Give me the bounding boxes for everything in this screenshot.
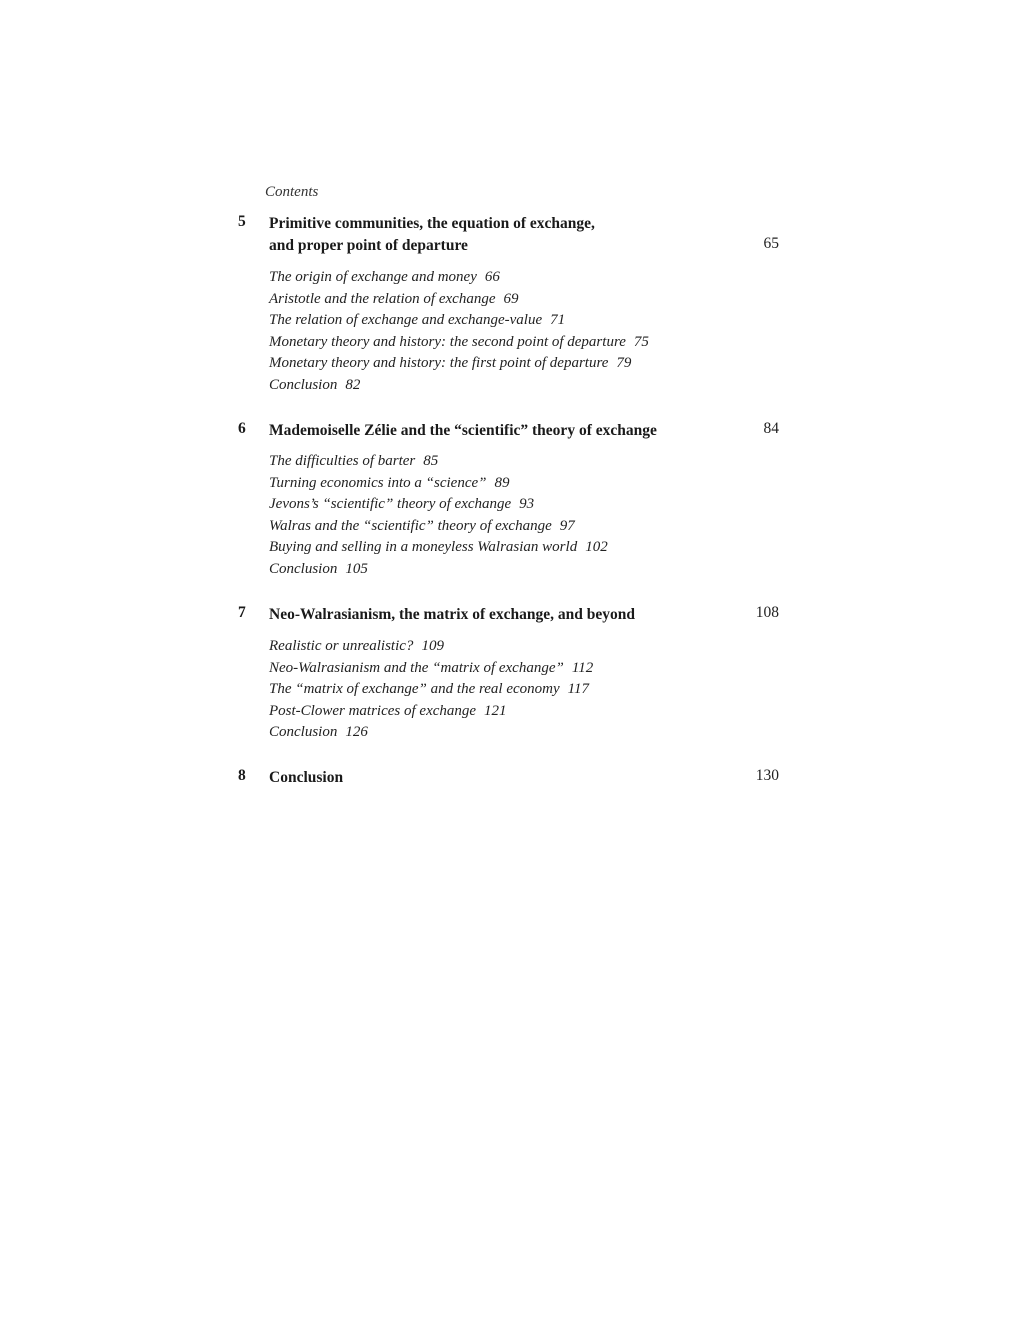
- section-item[interactable]: [269, 473, 608, 495]
- section-page-number: 66: [484, 269, 500, 285]
- section-title: Conclusion: [269, 724, 338, 741]
- section-item[interactable]: [269, 353, 649, 375]
- section-title: Turning economics into a “science”: [269, 474, 487, 491]
- section-page-number: 102: [585, 539, 608, 556]
- section-item[interactable]: [269, 516, 608, 538]
- section-item[interactable]: [269, 701, 593, 723]
- chapter-page-number: 130: [755, 767, 779, 784]
- chapter-page-number: 84: [763, 420, 779, 437]
- section-item[interactable]: [269, 679, 593, 701]
- section-page-number: 79: [616, 355, 632, 372]
- section-item[interactable]: [269, 658, 593, 680]
- section-title: The difficulties of barter: [269, 453, 416, 469]
- section-page-number: 93: [519, 496, 535, 513]
- chapter-page-number: 108: [755, 604, 779, 621]
- chapter-title-line: Mademoiselle Zélie and the “scientific” theory of exchange: [269, 422, 657, 439]
- section-page-number: 75: [633, 333, 649, 350]
- section-title: Post-Clower matrices of exchange: [269, 702, 477, 719]
- chapter-title[interactable]: [269, 213, 729, 256]
- section-title: Monetary theory and history: the second point of departure: [269, 333, 626, 350]
- section-title: Conclusion: [269, 560, 338, 577]
- section-page-number: 117: [567, 681, 590, 698]
- section-page-number: 112: [571, 659, 594, 676]
- section-item[interactable]: [269, 722, 593, 744]
- section-page-number: 71: [550, 312, 566, 329]
- section-item[interactable]: [269, 375, 649, 397]
- section-title: Aristotle and the relation of exchange: [269, 290, 496, 307]
- section-item[interactable]: [269, 559, 608, 581]
- section-item[interactable]: [269, 310, 649, 332]
- section-page-number: 89: [494, 474, 510, 491]
- section-title: Monetary theory and history: the first point of departure: [269, 355, 609, 372]
- section-item[interactable]: [269, 289, 649, 311]
- section-title: The “matrix of exchange” and the real economy: [269, 681, 560, 698]
- chapter-title[interactable]: [269, 604, 729, 626]
- section-title: The relation of exchange and exchange-value: [269, 312, 543, 329]
- section-list: [269, 267, 649, 397]
- section-page-number: 97: [559, 517, 575, 534]
- section-page-number: 126: [345, 724, 368, 741]
- section-title: Walras and the “scientific” theory of exchange: [269, 517, 552, 534]
- section-item[interactable]: [269, 636, 593, 658]
- section-title: Realistic or unrealistic?: [269, 638, 414, 654]
- section-title: Jevons’s “scientific” theory of exchange: [269, 496, 512, 513]
- section-page-number: 105: [345, 560, 368, 577]
- section-item[interactable]: [269, 267, 649, 289]
- chapter-number: 8: [238, 767, 246, 784]
- chapter-title[interactable]: [269, 420, 729, 442]
- running-head: Contents: [265, 184, 319, 200]
- section-page-number: 69: [503, 290, 519, 307]
- chapter-title-line: Neo-Walrasianism, the matrix of exchange, and beyond: [269, 606, 635, 623]
- section-page-number: 82: [345, 376, 361, 393]
- section-page-number: 109: [421, 638, 444, 654]
- section-list: [269, 451, 608, 581]
- section-title: Neo-Walrasianism and the “matrix of exchange”: [269, 659, 564, 676]
- chapter-title-line: and proper point of departure: [269, 236, 468, 254]
- chapter-number: 5: [238, 213, 246, 230]
- section-item[interactable]: [269, 494, 608, 516]
- section-item[interactable]: [269, 451, 608, 473]
- chapter-title[interactable]: [269, 767, 729, 789]
- chapter-number: 7: [238, 604, 246, 621]
- chapter-number: 6: [238, 420, 246, 437]
- chapter-title-line: Primitive communities, the equation of exchange,: [269, 215, 595, 232]
- section-page-number: 121: [484, 702, 507, 719]
- section-item[interactable]: [269, 332, 649, 354]
- section-title: Conclusion: [269, 376, 338, 393]
- chapter-title-line: Conclusion: [269, 769, 344, 786]
- section-title: Buying and selling in a moneyless Walrasian world: [269, 539, 578, 556]
- section-page-number: 85: [423, 453, 439, 469]
- section-item[interactable]: [269, 537, 608, 559]
- chapter-page-number: 65: [763, 235, 779, 252]
- section-list: [269, 636, 593, 744]
- section-title: The origin of exchange and money: [269, 269, 477, 285]
